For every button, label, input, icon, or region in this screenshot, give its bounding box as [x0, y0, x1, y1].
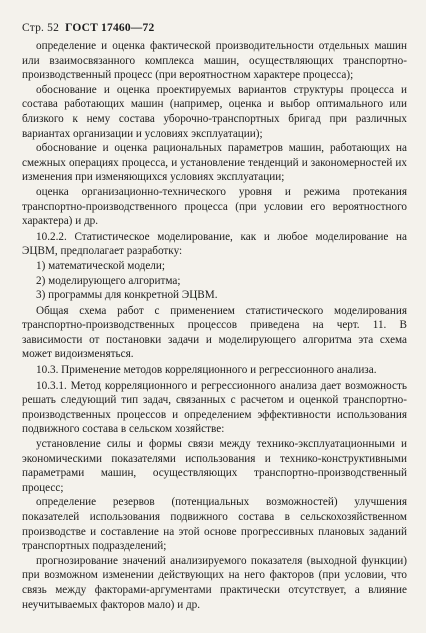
paragraph: определение и оценка фактической производительности отдельных машин или взаимосвязанного комплекса машин, осуществляющих транспортно-производственный процесс (при вероятностном характере процесса);: [22, 40, 407, 82]
list-item: 1) математической модели;: [36, 259, 165, 272]
page-number: Стр. 52: [22, 22, 60, 34]
paragraph: определение резервов (потенциальных возможностей) улучшения показателей использования подвижного состава в сельскохозяйственном производстве и составление на этой основе прогрессивных плановых заданий транспортных подразделений;: [22, 496, 407, 553]
section-heading: 10.3. Применение методов корреляционного и регрессионного анализа.: [36, 364, 377, 377]
list-item: 3) программы для конкретной ЭЦВМ.: [36, 289, 218, 302]
paragraph: прогнозирование значений анализируемого показателя (выходной функции) при возможном изменении действующих на него факторов (при условии, что связь между факторами-аргументами практически отсутствует, а влияние неучитываемых факторов мало) и др.: [22, 554, 407, 611]
section-paragraph: 10.3.1. Метод корреляционного и регрессионного анализа дает возможность решать следующий тип задач, связанных с расчетом и оценкой транспортно-производственных процессов и определением эффективности использования подвижного состава в сельском хозяйстве:: [22, 379, 407, 436]
section-paragraph: 10.2.2. Статистическое моделирование, как и любое моделирование на ЭЦВМ, предполагает разработку:: [22, 230, 407, 258]
paragraph: оценка организационно-технического уровня и режима протекания транспортно-производственного процесса (при условии его вероятностного характера) и др.: [22, 185, 407, 228]
list-item: 2) моделирующего алгоритма;: [36, 274, 181, 287]
standard-number: ГОСТ 17460—72: [65, 22, 155, 34]
paragraph: обоснование и оценка рациональных параметров машин, работающих на смежных операциях процесса, и установление тенденций и закономерностей их изменения при изменяющихся условиях эксплуатации;: [22, 142, 407, 184]
paragraph: установление силы и формы связи между технико-эксплуатационными и экономическими показателями использования и технико-конструктивными параметрами машин, осуществляющих транспортно-производственный процесс;: [22, 438, 407, 494]
document-body: [22, 39, 407, 612]
paragraph: обоснование и оценка проектируемых вариантов структуры процесса и состава работающих машин (например, оценка и выбор оптимального или близкого к нему состава уборочно-транспортных бригад при различных вариантах организации и условиях эксплуатации);: [22, 83, 407, 140]
paragraph: Общая схема работ с применением статистического моделирования транспортно-производственных процессов приведена на черт. 11. В зависимости от постановки задачи и моделирующего алгоритма эта схема может видоизменяться.: [22, 304, 407, 361]
page-header: [22, 22, 154, 34]
